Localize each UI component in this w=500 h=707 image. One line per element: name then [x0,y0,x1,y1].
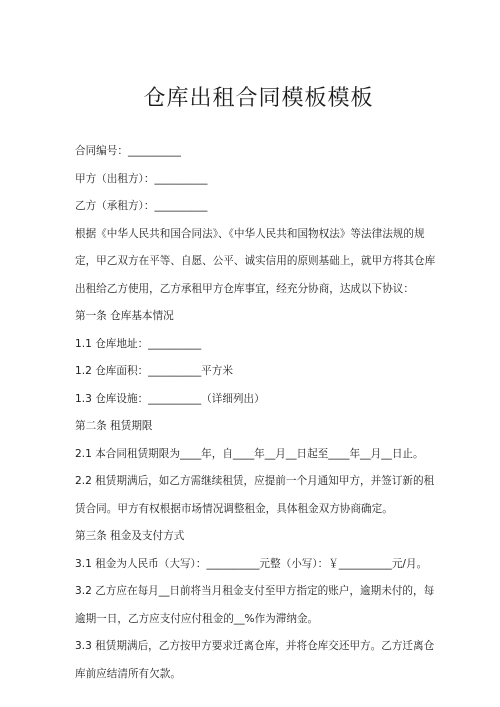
clause-2-2-line-1: 2.2 租赁期满后，如乙方需继续租赁，应提前一个月通知甲方，并签订新的租 [75,475,435,487]
article-3-heading: 第三条 租金及支付方式 [75,530,185,542]
clause-2-1: 2.1 本合同租赁期限为____年，自____年__月__日起至____年__月__日止。 [75,447,424,460]
contract-body [75,138,442,688]
clause-3-2-line-1: 3.2 乙方应在每月__日前将当月租金支付至甲方指定的账户，逾期未付的，每 [75,585,435,597]
clause-2-2-line-2: 赁合同。甲方有权根据市场情况调整租金，具体租金双方协商确定。 [75,502,393,515]
preamble-line-2: 定，甲乙双方在平等、自愿、公平、诚实信用的原则基础上，就甲方将其仓库 [75,255,436,267]
clause-3-2-line-2: 逾期一日，乙方应支付应付租金的__%作为滞纳金。 [75,612,319,625]
clause-3-1: 3.1 租金为人民币（大写）：__________元整（小写）：￥__________元/月。 [75,557,428,570]
contract-number-line: 合同编号：__________ [75,145,181,157]
party-b-line: 乙方（承租方）：__________ [75,200,208,212]
clause-3-3-line-2: 库前应结清所有欠款。 [75,667,181,680]
clause-1-2: 1.2 仓库面积：__________平方米 [75,365,233,377]
preamble-line-3: 出租给乙方使用，乙方承租甲方仓库事宜，经充分协商，达成以下协议： [75,282,414,295]
document-title: 仓库出租合同模板模板 [143,86,374,111]
article-1-heading: 第一条 仓库基本情况 [75,310,174,322]
clause-1-1: 1.1 仓库地址：__________ [75,337,202,350]
article-2-heading: 第二条 租赁期限 [75,420,153,432]
party-a-line: 甲方（出租方）：__________ [75,172,208,185]
preamble-line-1: 根据《中华人民共和国合同法》、《中华人民共和国物权法》等法律法规的规 [75,227,425,240]
clause-3-3-line-1: 3.3 租赁期满后，乙方按甲方要求迁离仓库，并将仓库交还甲方。乙方迁离仓 [75,640,435,652]
clause-1-3: 1.3 仓库设施：__________（详细列出） [75,392,265,405]
